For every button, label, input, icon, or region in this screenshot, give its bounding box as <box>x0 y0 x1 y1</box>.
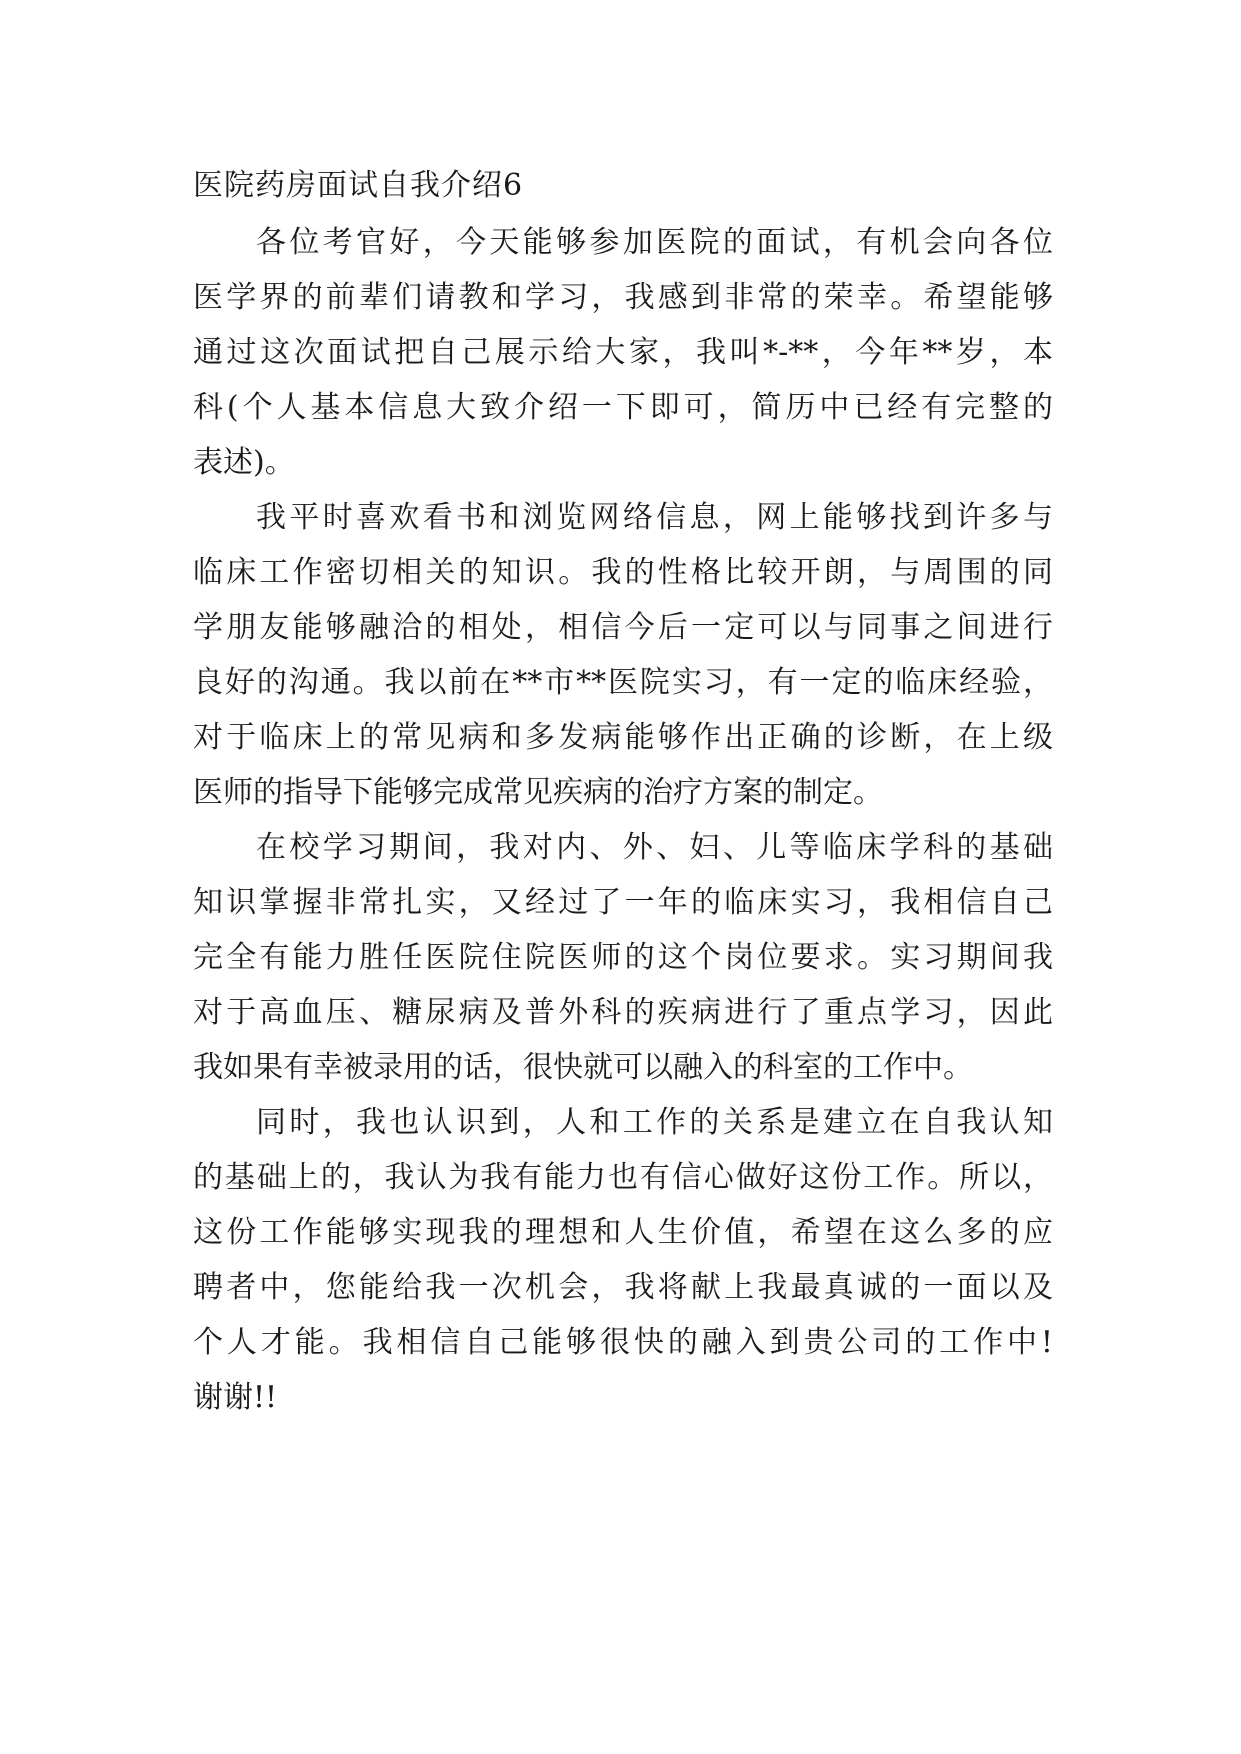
paragraph-4-line-3: 这份工作能够实现我的理想和人生价值，希望在这么多的应 <box>193 1215 1053 1250</box>
paragraph-2-line-2: 临床工作密切相关的知识。我的性格比较开朗，与周围的同 <box>193 555 1053 590</box>
paragraph-1-line-4: 科(个人基本信息大致介绍一下即可，简历中已经有完整的 <box>193 390 1053 425</box>
paragraph-1-line-5: 表述)。 <box>193 445 295 480</box>
paragraph-1-line-1: 各位考官好，今天能够参加医院的面试，有机会向各位 <box>256 225 1053 260</box>
paragraph-3-line-4: 对于高血压、糖尿病及普外科的疾病进行了重点学习，因此 <box>193 995 1053 1030</box>
paragraph-3-line-1: 在校学习期间，我对内、外、妇、儿等临床学科的基础 <box>256 830 1053 865</box>
paragraph-4-line-1: 同时，我也认识到，人和工作的关系是建立在自我认知 <box>256 1105 1053 1140</box>
paragraph-2-line-6: 医师的指导下能够完成常见疾病的治疗方案的制定。 <box>193 775 883 810</box>
document-title: 医院药房面试自我介绍6 <box>193 168 524 203</box>
paragraph-3-line-2: 知识掌握非常扎实，又经过了一年的临床实习，我相信自己 <box>193 885 1053 920</box>
paragraph-2-line-4: 良好的沟通。我以前在**市**医院实习，有一定的临床经验， <box>193 665 1053 700</box>
paragraph-4-line-2: 的基础上的，我认为我有能力也有信心做好这份工作。所以， <box>193 1160 1053 1195</box>
paragraph-2-line-5: 对于临床上的常见病和多发病能够作出正确的诊断，在上级 <box>193 720 1053 755</box>
paragraph-1-line-2: 医学界的前辈们请教和学习，我感到非常的荣幸。希望能够 <box>193 280 1053 315</box>
paragraph-4-line-5: 个人才能。我相信自己能够很快的融入到贵公司的工作中! <box>193 1325 1053 1360</box>
paragraph-3-line-3: 完全有能力胜任医院住院医师的这个岗位要求。实习期间我 <box>193 940 1053 975</box>
paragraph-3-line-5: 我如果有幸被录用的话，很快就可以融入的科室的工作中。 <box>193 1050 973 1085</box>
paragraph-2-line-3: 学朋友能够融洽的相处，相信今后一定可以与同事之间进行 <box>193 610 1053 645</box>
paragraph-4-line-6: 谢谢!! <box>193 1380 278 1415</box>
paragraph-4-line-4: 聘者中，您能给我一次机会，我将献上我最真诚的一面以及 <box>193 1270 1053 1305</box>
paragraph-1-line-3: 通过这次面试把自己展示给大家，我叫*-**，今年**岁，本 <box>193 335 1053 370</box>
paragraph-2-line-1: 我平时喜欢看书和浏览网络信息，网上能够找到许多与 <box>256 500 1053 535</box>
